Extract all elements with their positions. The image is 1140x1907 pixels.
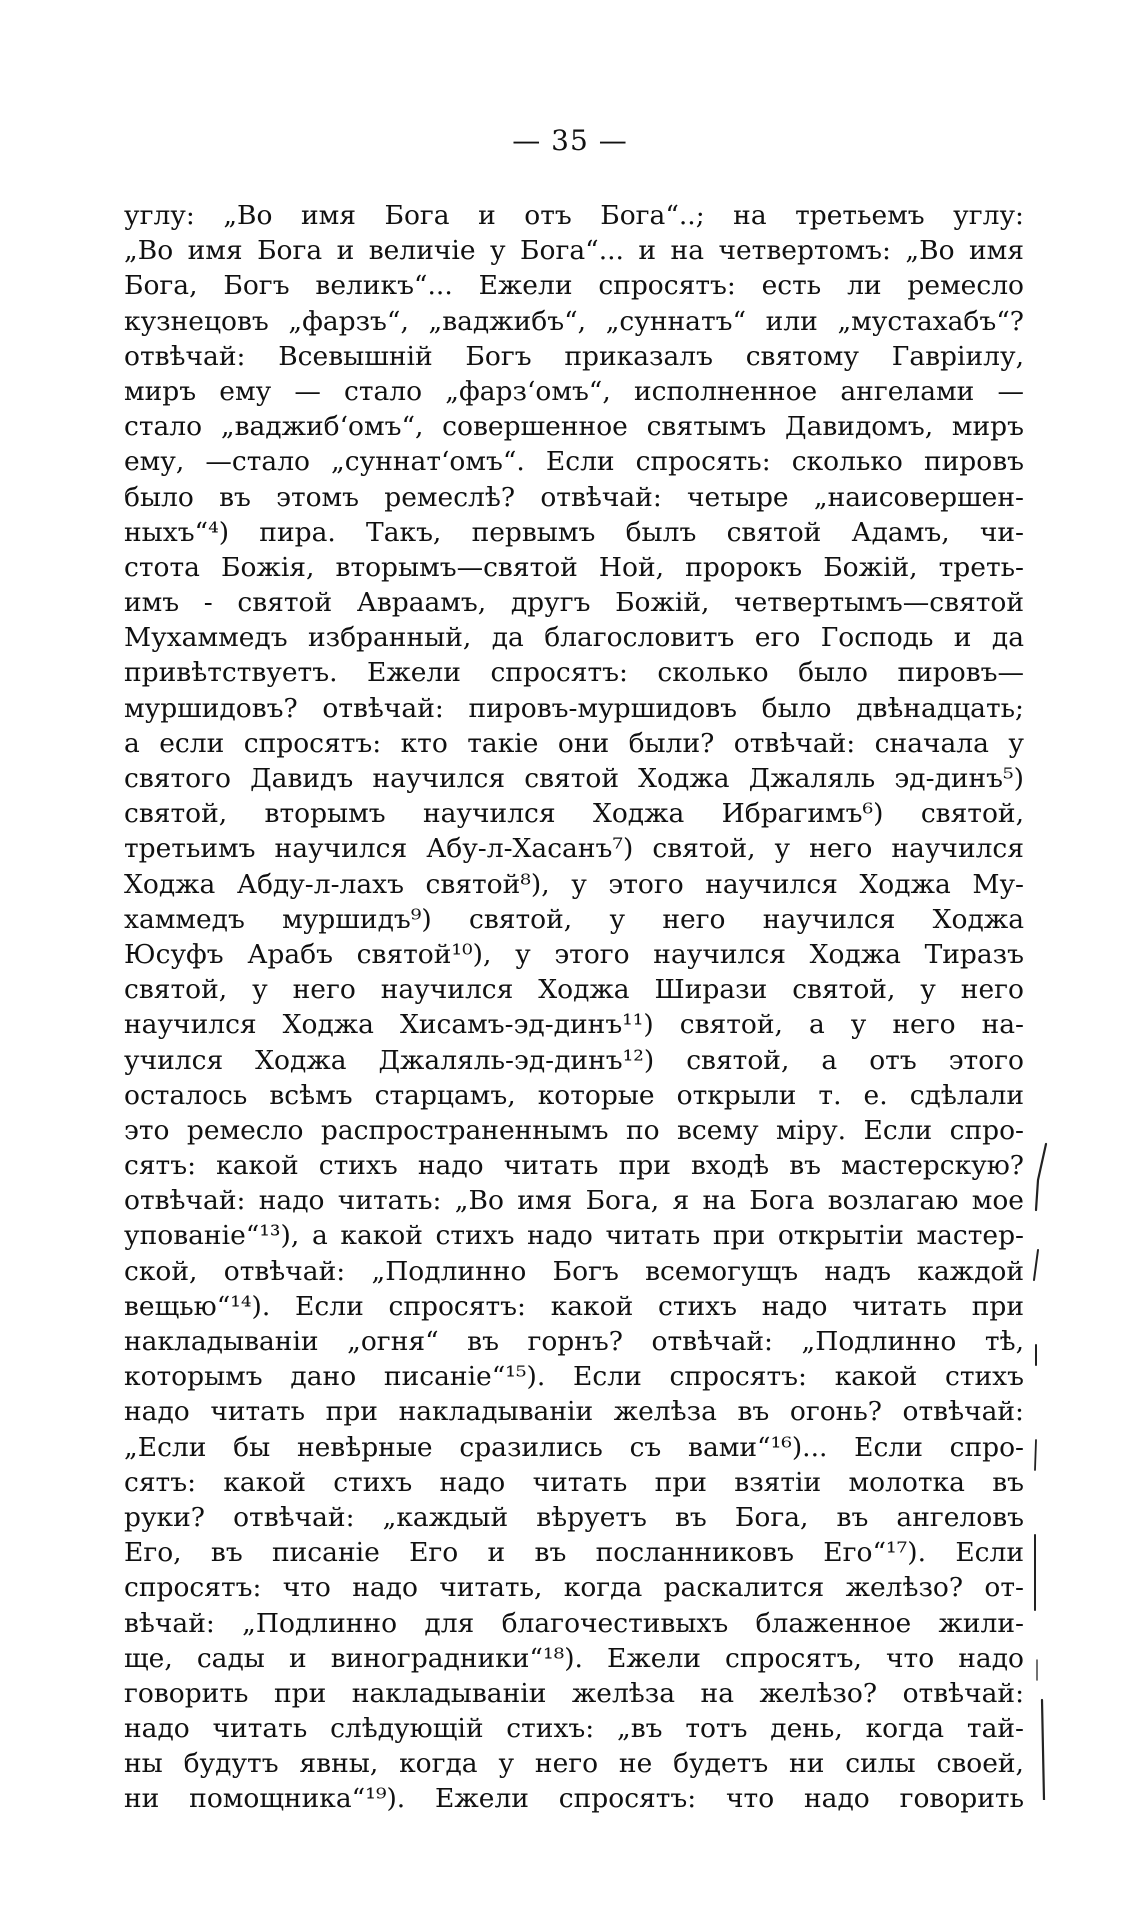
text-line: руки? отвѣчай: „каждый вѣруетъ въ Бога, въ ангеловъ xyxy=(124,1501,1024,1533)
text-line: „Если бы невѣрные сразились съ вами“¹⁶)... Если спро- xyxy=(124,1431,1024,1463)
text-line: третьимъ научился Абу-л-Хасанъ⁷) святой, у него научился xyxy=(124,833,1024,865)
text-line: спросятъ: что надо читать, когда раскалится желѣзо? от- xyxy=(124,1572,1024,1604)
text-line: привѣтствуетъ. Ежели спросятъ: сколько было пировъ— xyxy=(124,657,1024,689)
text-line: ни помощника“¹⁹). Ежели спросятъ: что надо говорить xyxy=(124,1783,1024,1815)
text-line: ще, сады и виноградники“¹⁸). Ежели спросятъ, что надо xyxy=(124,1642,1024,1674)
margin-pencil-marks xyxy=(1032,1140,1062,1800)
text-line: ныхъ“⁴) пира. Такъ, первымъ былъ святой Адамъ, чи- xyxy=(124,516,1024,548)
text-line: научился Ходжа Хисамъ-эд-динъ¹¹) святой, а у него на- xyxy=(124,1009,1024,1041)
text-line: отвѣчай: надо читать: „Во имя Бога, я на Бога возлагаю мое xyxy=(124,1185,1024,1217)
text-line: ны будутъ явны, когда у него не будетъ ни силы своей, xyxy=(124,1748,1024,1780)
text-line: святой, у него научился Ходжа Ширази святой, у него xyxy=(124,974,1024,1006)
text-line: кузнецовъ „фарзъ“, „ваджибъ“, „суннатъ“ или „мустахабъ“? xyxy=(124,305,1024,337)
text-line: святого Давидъ научился святой Ходжа Джаляль эд-динъ⁵) xyxy=(124,763,1024,794)
text-line: Мухаммедъ избранный, да благословитъ его Господь и да xyxy=(124,622,1024,654)
text-line: надо читать при накладываніи желѣза въ огонь? отвѣчай: xyxy=(124,1396,1024,1428)
text-line: Ходжа Абду-л-лахъ святой⁸), у этого научился Ходжа Му- xyxy=(124,868,1024,900)
text-line: ской, отвѣчай: „Подлинно Богъ всемогущъ надъ каждой xyxy=(124,1255,1024,1287)
text-line: стало „ваджиб‘омъ“, совершенное святымъ Давидомъ, миръ xyxy=(124,411,1024,443)
text-line: накладываніи „огня“ въ горнъ? отвѣчай: „Подлинно тѣ, xyxy=(124,1326,1024,1357)
text-line: ему, —стало „суннат‘омъ“. Если спросять: сколько пировъ xyxy=(124,446,1024,478)
text-line: а если спросятъ: кто такіе они были? отвѣчай: сначала у xyxy=(124,727,1024,759)
body-text xyxy=(124,198,1024,1817)
text-line: Его, въ писаніе Его и въ посланниковъ Его“¹⁷). Если xyxy=(124,1537,1024,1569)
text-line: отвѣчай: Всевышній Богъ приказалъ святому Гавріилу, xyxy=(124,340,1024,372)
text-line: учился Ходжа Джаляль-эд-динъ¹²) святой, а отъ этого xyxy=(124,1044,1024,1076)
text-line: углу: „Во имя Бога и отъ Бога“..; на третьемъ углу: xyxy=(124,200,1024,231)
text-line: упованіе“¹³), а какой стихъ надо читать при открытіи мастер- xyxy=(124,1220,1024,1252)
text-line: Бога, Богъ великъ“... Ежели спросятъ: есть ли ремесло xyxy=(124,270,1024,302)
text-line: говорить при накладываніи желѣза на желѣзо? отвѣчай: xyxy=(124,1677,1024,1709)
text-line: хаммедъ муршидъ⁹) святой, у него научился Ходжа xyxy=(124,903,1024,935)
text-line: было въ этомъ ремеслѣ? отвѣчай: четыре „наисовершен- xyxy=(124,481,1024,513)
text-line: стота Божія, вторымъ—святой Ной, пророкъ Божій, треть- xyxy=(124,551,1024,583)
text-line: сятъ: какой стихъ надо читать при взятіи молотка въ xyxy=(124,1466,1024,1498)
text-line: „Во имя Бога и величіе у Бога“... и на четвертомъ: „Во имя xyxy=(124,235,1024,267)
text-line: миръ ему — стало „фарз‘омъ“, исполненное ангелами — xyxy=(124,375,1024,407)
text-line: сятъ: какой стихъ надо читать при входѣ въ мастерскую? xyxy=(124,1150,1024,1182)
page-number: — 35 — xyxy=(512,124,628,157)
text-line: надо читать слѣдующій стихъ: „въ тотъ день, когда тай- xyxy=(124,1713,1024,1745)
text-line: которымъ дано писаніе“¹⁵). Если спросятъ: какой стихъ xyxy=(124,1361,1024,1393)
text-line: святой, вторымъ научился Ходжа Ибрагимъ⁶) святой, xyxy=(124,798,1024,830)
text-line: имъ - святой Авраамъ, другъ Божій, четвертымъ—святой xyxy=(124,587,1024,619)
text-line: Юсуфъ Арабъ святой¹⁰), у этого научился Ходжа Тиразъ xyxy=(124,938,1024,970)
text-line: вещью“¹⁴). Если спросятъ: какой стихъ надо читать при xyxy=(124,1290,1024,1322)
text-line: муршидовъ? отвѣчай: пировъ-муршидовъ было двѣнадцать; xyxy=(124,692,1024,724)
text-line: это ремесло распространеннымъ по всему міру. Если спро- xyxy=(124,1114,1024,1146)
text-line: осталось всѣмъ старцамъ, которые открыли т. е. сдѣлали xyxy=(124,1079,1024,1111)
text-line: вѣчай: „Подлинно для благочестивыхъ блаженное жили- xyxy=(124,1607,1024,1639)
